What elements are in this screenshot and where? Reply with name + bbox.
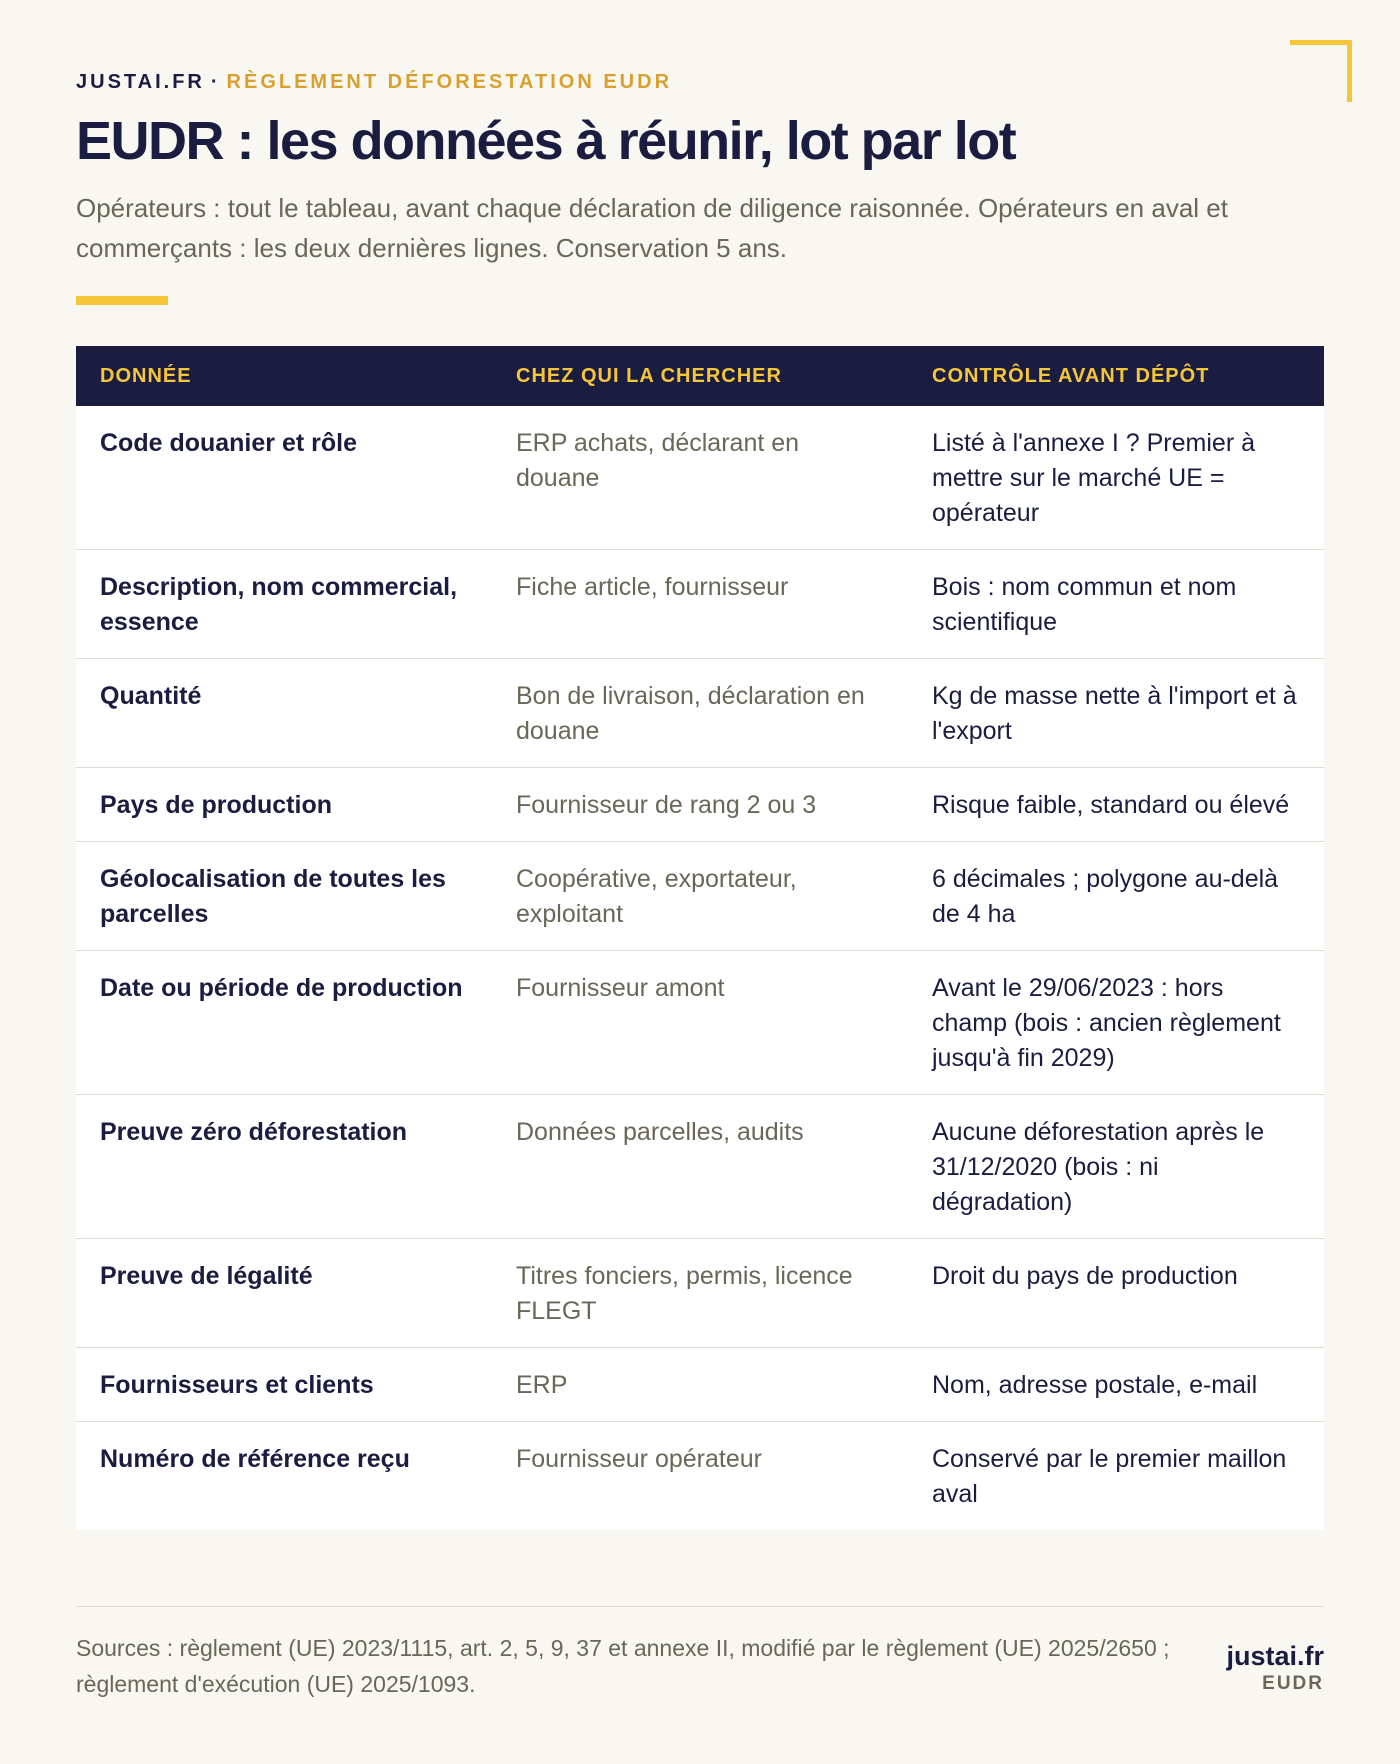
cell-donnee: Date ou période de production	[76, 951, 492, 1095]
cell-source: Fournisseur amont	[492, 951, 908, 1095]
cell-source: ERP	[492, 1348, 908, 1422]
cell-source: ERP achats, déclarant en douane	[516, 429, 800, 492]
table-header-row	[76, 346, 1324, 406]
cell-controle: Aucune déforestation après le 31/12/2020 (bois : ni dégradation)	[908, 1095, 1324, 1239]
footer-divider	[76, 1606, 1324, 1607]
cell-source: Fournisseur de rang 2 ou 3	[492, 768, 908, 842]
table-row	[76, 1422, 1324, 1531]
cell-donnee: Preuve zéro déforestation	[76, 1095, 492, 1239]
cell-controle: Avant le 29/06/2023 : hors champ (bois : ancien règlement jusqu'à fin 2029)	[908, 951, 1324, 1095]
cell-controle: 6 décimales ; polygone au-delà de 4 ha	[908, 842, 1324, 951]
accent-bar	[76, 296, 168, 305]
sources-note: Sources : règlement (UE) 2023/1115, art. 2, 5, 9, 37 et annexe II, modifié par le règlement (UE) 2025/2650 ; règlement d'exécution (UE) 2025/1093.	[76, 1635, 1170, 1697]
kicker	[76, 70, 672, 94]
table-row	[76, 406, 1324, 550]
cell-controle: Risque faible, standard ou élevé	[908, 768, 1324, 842]
cell-controle: Bois : nom commun et nom scientifique	[908, 550, 1324, 659]
cell-controle: Nom, adresse postale, e-mail	[908, 1348, 1324, 1422]
page-title: EUDR : les données à réunir, lot par lot	[76, 111, 1016, 171]
table-row	[76, 768, 1324, 842]
kicker-topic: RÈGLEMENT DÉFORESTATION EUDR	[226, 71, 673, 93]
corner-decoration	[1290, 40, 1352, 102]
cell-source: Fiche article, fournisseur	[492, 550, 908, 659]
table-row	[76, 951, 1324, 1095]
cell-donnee: Preuve de légalité	[76, 1239, 492, 1348]
cell-controle: Listé à l'annexe I ? Premier à mettre sur le marché UE = opérateur	[932, 429, 1255, 527]
table-row	[76, 550, 1324, 659]
cell-controle: Droit du pays de production	[908, 1239, 1324, 1348]
cell-source: Bon de livraison, déclaration en douane	[492, 659, 908, 768]
kicker-separator: ·	[210, 71, 221, 93]
column-header-controle: CONTRÔLE AVANT DÉPÔT	[932, 364, 1210, 387]
table-row	[76, 1348, 1324, 1422]
data-table	[76, 346, 1324, 1530]
kicker-brand[interactable]: JUSTAI.FR	[76, 71, 205, 93]
cell-donnee: Numéro de référence reçu	[76, 1422, 492, 1531]
cell-source: Fournisseur opérateur	[492, 1422, 908, 1531]
page-subtitle: Opérateurs : tout le tableau, avant chaque déclaration de diligence raisonnée. Opérateurs en aval et commerçants : les deux dernières lignes. Conservation 5 ans.	[76, 193, 1228, 263]
footer-brand-name[interactable]: justai.fr	[1226, 1641, 1324, 1671]
footer-brand-tag: EUDR	[1262, 1673, 1324, 1694]
cell-controle: Conservé par le premier maillon aval	[908, 1422, 1324, 1531]
data-table-container	[76, 346, 1324, 1530]
table-row	[76, 659, 1324, 768]
column-header-source: CHEZ QUI LA CHERCHER	[516, 364, 782, 387]
table-row	[76, 1239, 1324, 1348]
cell-donnee: Pays de production	[76, 768, 492, 842]
footer-brand	[1226, 1640, 1324, 1696]
cell-donnee: Quantité	[76, 659, 492, 768]
cell-donnee: Description, nom commercial, essence	[76, 550, 492, 659]
cell-source: Titres fonciers, permis, licence FLEGT	[492, 1239, 908, 1348]
table-row	[76, 842, 1324, 951]
cell-source: Données parcelles, audits	[492, 1095, 908, 1239]
cell-donnee: Code douanier et rôle	[100, 429, 357, 457]
cell-controle: Kg de masse nette à l'import et à l'export	[908, 659, 1324, 768]
column-header-donnee: DONNÉE	[100, 364, 192, 387]
cell-donnee: Fournisseurs et clients	[76, 1348, 492, 1422]
cell-source: Coopérative, exportateur, exploitant	[492, 842, 908, 951]
cell-donnee: Géolocalisation de toutes les parcelles	[76, 842, 492, 951]
table-row	[76, 1095, 1324, 1239]
